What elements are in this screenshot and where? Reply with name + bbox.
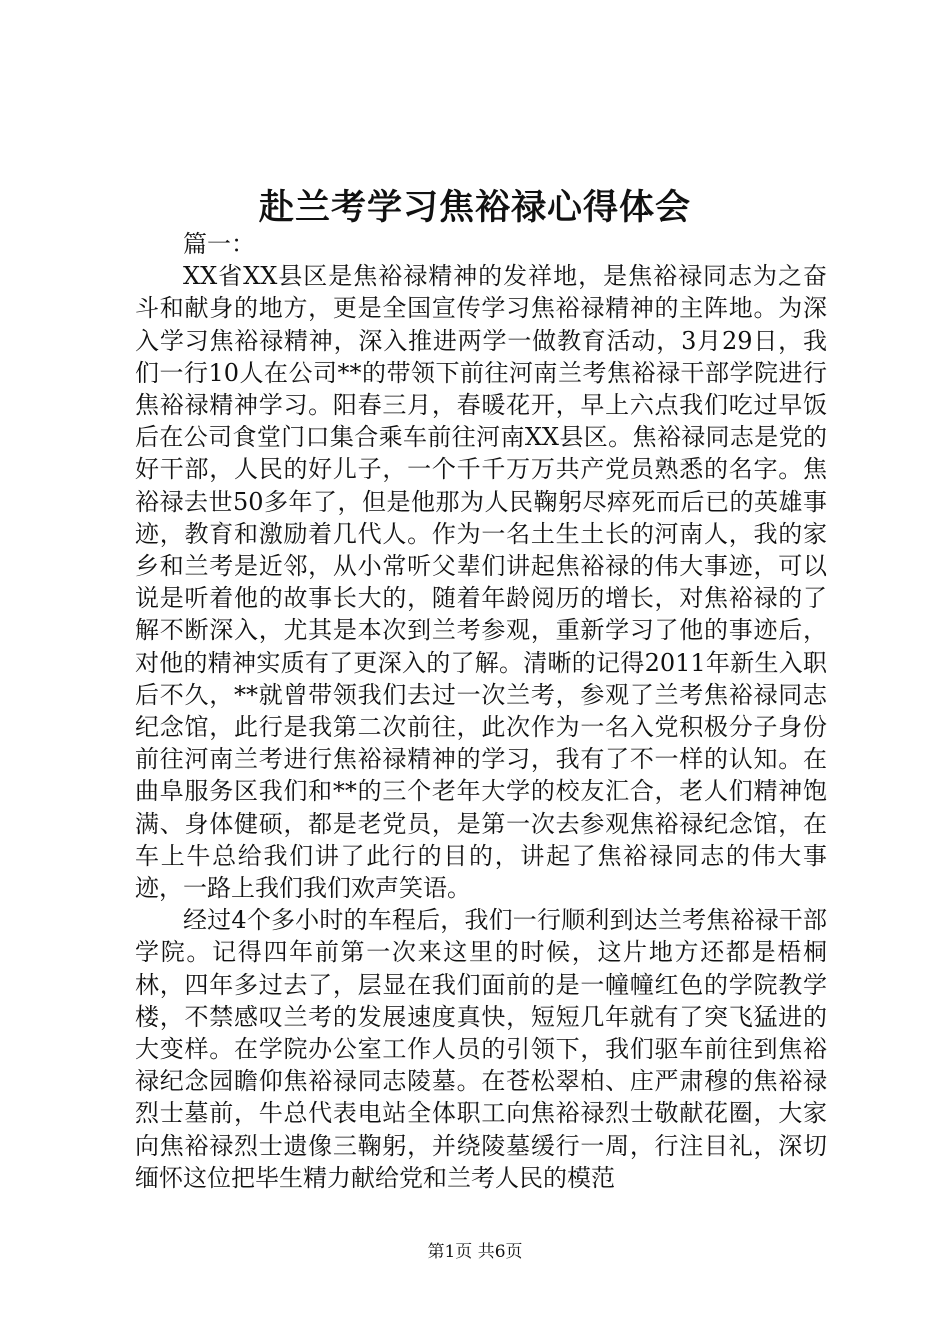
- document-body: [135, 228, 827, 1194]
- paragraph-1: XX省XX县区是焦裕禄精神的发祥地，是焦裕禄同志为之奋斗和献身的地方，更是全国宣传学习焦裕禄精神的主阵地。为深入学习焦裕禄精神，深入推进两学一做教育活动，3月29日，我们一行10人在公司**的带领下前往河南兰考焦裕禄干部学院进行焦裕禄精神学习。阳春三月，春暖花开，早上六点我们吃过早饭后在公司食堂门口集合乘车前往河南XX县区。焦裕禄同志是党的好干部，人民的好儿子，一个千千万万共产党员熟悉的名字。焦裕禄去世50多年了，但是他那为人民鞠躬尽瘁死而后已的英雄事迹，教育和激励着几代人。作为一名土生土长的河南人，我的家乡和兰考是近邻，从小常听父辈们讲起焦裕禄的伟大事迹，可以说是听着他的故事长大的，随着年龄阅历的增长，对焦裕禄的了解不断深入，尤其是本次到兰考参观，重新学习了他的事迹后，对他的精神实质有了更深入的了解。清晰的记得2011年新生入职后不久，**就曾带领我们去过一次兰考，参观了兰考焦裕禄同志纪念馆，此行是我第二次前往，此次作为一名入党积极分子身份前往河南兰考进行焦裕禄精神的学习，我有了不一样的认知。在曲阜服务区我们和**的三个老年大学的校友汇合，老人们精神饱满、身体健硕，都是老党员，是第一次去参观焦裕禄纪念馆，在车上牛总给我们讲了此行的目的，讲起了焦裕禄同志的伟大事迹，一路上我们我们欢声笑语。: [135, 262, 827, 903]
- paragraph-2: 经过4个多小时的车程后，我们一行顺利到达兰考焦裕禄干部学院。记得四年前第一次来这里的时候，这片地方还都是梧桐林，四年多过去了，层显在我们面前的是一幢幢红色的学院教学楼，不禁感叹兰考的发展速度真快，短短几年就有了突飞猛进的大变样。在学院办公室工作人员的引领下，我们驱车前往到焦裕禄纪念园瞻仰焦裕禄同志陵墓。在苍松翠柏、庄严肃穆的焦裕禄烈士墓前，牛总代表电站全体职工向焦裕禄烈士敬献花圈，大家向焦裕禄烈士遗像三鞠躬，并绕陵墓缓行一周，行注目礼，深切缅怀这位把毕生精力献给党和兰考人民的模范: [135, 906, 827, 1192]
- page-footer: 第1页 共6页: [427, 1242, 523, 1262]
- section-label: 篇一：: [183, 230, 255, 258]
- document-title: 赴兰考学习焦裕禄心得体会: [258, 187, 691, 228]
